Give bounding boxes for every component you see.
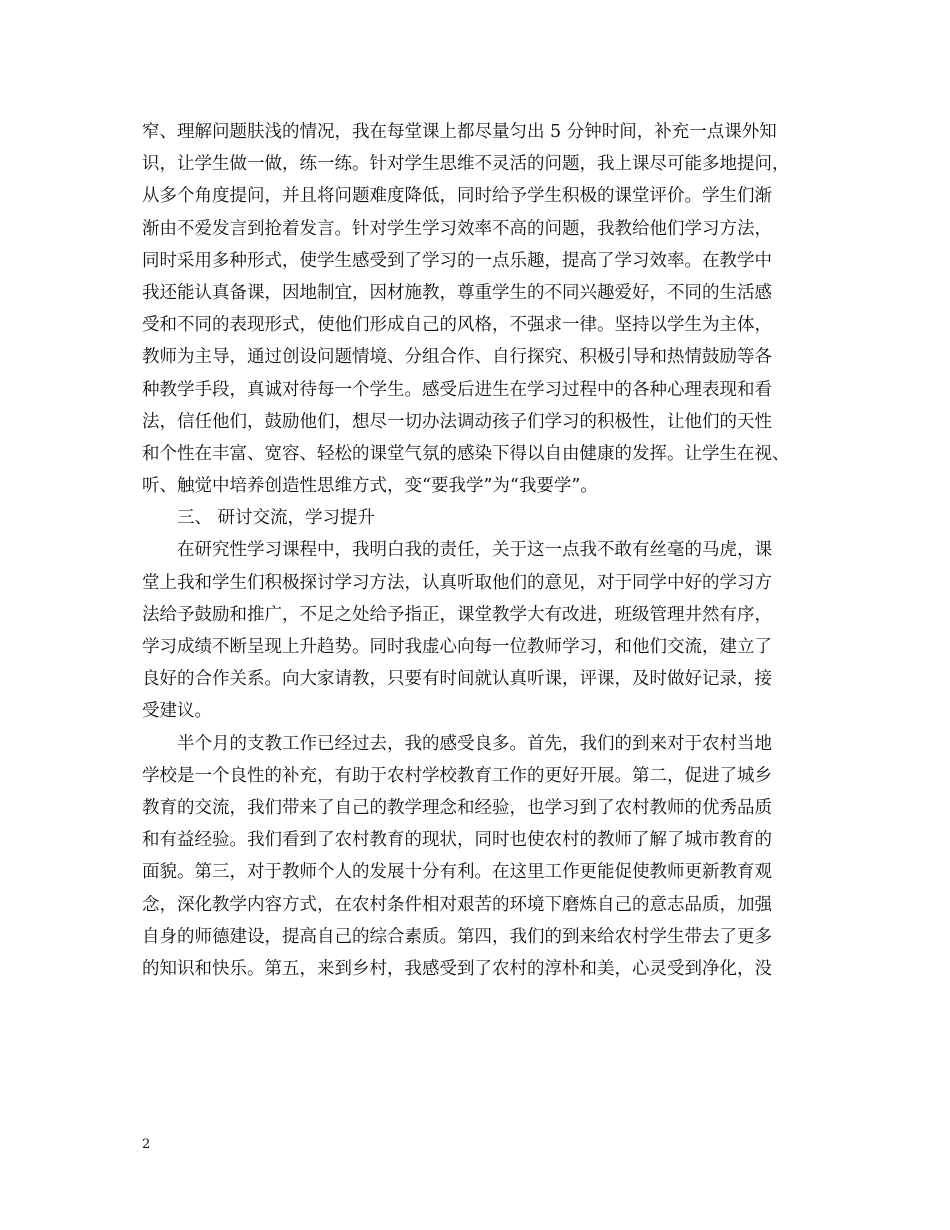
text-line: 窄、理解问题肤浅的情况，我在每堂课上都尽量匀出 5 分钟时间，补充一点课外知 bbox=[142, 122, 777, 142]
text-line: 种教学手段，真诚对待每一个学生。感受后进生在学习过程中的各种心理表现和看 bbox=[142, 379, 772, 400]
text-line: 学校是一个良性的补充，有助于农村学校教育工作的更好开展。第二，促进了城乡 bbox=[142, 765, 772, 786]
text-line: 法给予鼓励和推广，不足之处给予指正，课堂教学大有改进，班级管理井然有序， bbox=[142, 604, 772, 625]
text-line: 教师为主导，通过创设问题情境、分组合作、自行探究、积极引导和热情鼓励等各 bbox=[142, 347, 772, 368]
text-line: 和个性在丰富、宽容、轻松的课堂气氛的感染下得以自由健康的发挥。让学生在视、 bbox=[142, 443, 790, 464]
text-line: 受和不同的表现形式，使他们形成自己的风格，不强求一律。坚持以学生为主体， bbox=[142, 315, 772, 336]
text-line: 自身的师德建设，提高自己的综合素质。第四，我们的到来给农村学生带去了更多 bbox=[142, 926, 772, 947]
text-line: 同时采用多种形式，使学生感受到了学习的一点乐趣，提高了学习效率。在教学中 bbox=[142, 250, 772, 271]
text-line: 学习成绩不断呈现上升趋势。同时我虚心向每一位教师学习，和他们交流，建立了 bbox=[142, 637, 772, 657]
text-line: 半个月的支教工作已经过去，我的感受良多。首先，我们的到来对于农村当地 bbox=[177, 733, 772, 754]
text-line: 教育的交流，我们带来了自己的教学理念和经验，也学习到了农村教师的优秀品质 bbox=[142, 797, 772, 818]
body-text bbox=[142, 116, 822, 985]
text-line: 的知识和快乐。第五，来到乡村，我感受到了农村的淳朴和美，心灵受到净化，没 bbox=[142, 958, 772, 979]
text-line: 和有益经验。我们看到了农村教育的现状，同时也使农村的教师了解了城市教育的 bbox=[142, 830, 772, 851]
text-line: 从多个角度提问，并且将问题难度降低，同时给予学生积极的课堂评价。学生们渐 bbox=[142, 186, 772, 207]
text-line: 受建议。 bbox=[142, 701, 212, 722]
text-line: 法，信任他们，鼓励他们，想尽一切办法调动孩子们学习的积极性，让他们的天性 bbox=[142, 411, 772, 432]
text-line: 在研究性学习课程中，我明白我的责任，关于这一点我不敢有丝毫的马虎，课 bbox=[177, 540, 772, 561]
text-line: 良好的合作关系。向大家请教，只要有时间就认真听课，评课，及时做好记录，接 bbox=[142, 669, 772, 690]
text-line: 渐由不爱发言到抢着发言。针对学生学习效率不高的问题，我教给他们学习方法， bbox=[142, 218, 772, 239]
text-line: 面貌。第三，对于教师个人的发展十分有利。在这里工作更能促使教师更新教育观 bbox=[142, 862, 772, 883]
text-line: 三、 研讨交流，学习提升 bbox=[177, 508, 376, 529]
text-line: 我还能认真备课，因地制宜，因材施教，尊重学生的不同兴趣爱好，不同的生活感 bbox=[142, 282, 772, 303]
page-number: 2 bbox=[142, 1137, 151, 1152]
text-line: 堂上我和学生们积极探讨学习方法，认真听取他们的意见，对于同学中好的学习方 bbox=[142, 572, 772, 593]
text-line: 听、触觉中培养创造性思维方式，变“要我学”为“我要学”。 bbox=[142, 476, 598, 497]
text-line: 念，深化教学内容方式，在农村条件相对艰苦的环境下磨炼自己的意志品质，加强 bbox=[142, 894, 772, 915]
text-line: 识，让学生做一做，练一练。针对学生思维不灵活的问题，我上课尽可能多地提问， bbox=[142, 154, 790, 175]
